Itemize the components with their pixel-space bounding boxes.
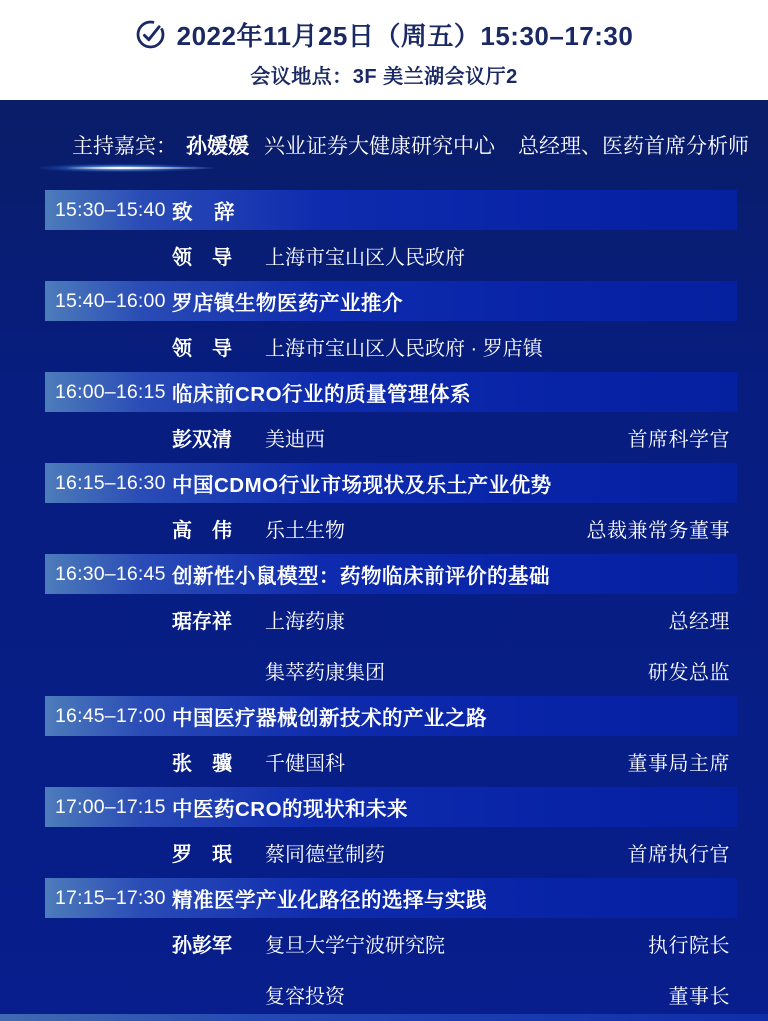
speaker-title: 总裁兼常务董事 [586,520,730,542]
speaker-row [172,969,730,1020]
speaker-row [172,594,730,645]
session-title: 临床前CRO行业的质量管理体系 [172,383,472,406]
speaker-org: 蔡同德堂制药 [265,844,385,866]
speaker-row [172,827,730,878]
agenda-item [0,878,768,1020]
speaker-row [172,645,730,696]
host-org: 兴业证券大健康研究中心 [264,135,495,158]
agenda-list [0,190,768,1020]
speaker-org: 美迪西 [265,429,325,451]
speaker-org: 复容投资 [265,986,345,1008]
session-time-bar [45,878,737,918]
session-title: 精准医学产业化路径的选择与实践 [172,889,487,912]
speaker-name: 领 导 [172,338,232,360]
host-title: 总经理、医药首席分析师 [518,135,749,158]
speaker-title: 董事长 [668,986,730,1008]
session-time-bar [45,372,737,412]
speaker-name: 罗 珉 [172,844,232,866]
session-time-bar [45,787,737,827]
session-title: 中国医疗器械创新技术的产业之路 [172,707,487,730]
speaker-org: 上海市宝山区人民政府 [265,247,465,269]
speaker-name: 领 导 [172,247,232,269]
speaker-org: 上海药康 [265,611,345,633]
speaker-org: 复旦大学宁波研究院 [265,935,445,957]
event-date: 2022年11月25日（周五）15:30–17:30 [176,20,634,51]
speaker-name: 孙彭军 [172,935,232,957]
speaker-org: 集萃药康集团 [265,662,385,684]
session-time-bar [45,696,737,736]
session-time: 16:30–16:45 [55,562,166,585]
session-time: 17:15–17:30 [55,886,166,909]
speaker-row [172,321,730,372]
session-time: 15:40–16:00 [55,289,166,312]
speaker-title: 总经理 [668,611,730,633]
session-time: 17:00–17:15 [55,795,166,818]
speaker-org: 乐土生物 [265,520,345,542]
speaker-title: 首席科学官 [627,429,730,451]
speaker-name: 琚存祥 [172,611,232,633]
host-label: 主持嘉宾： [72,135,177,158]
glow-streak-decoration [40,162,265,174]
clock-check-icon [135,19,166,50]
session-time: 16:45–17:00 [55,704,166,727]
agenda-body [0,100,768,1021]
speaker-row [172,736,730,787]
agenda-item [0,463,768,554]
footer-strip-decoration [0,1014,768,1021]
speaker-row [172,412,730,463]
agenda-item [0,190,768,281]
host-name: 孙媛媛 [186,135,249,158]
speaker-org: 上海市宝山区人民政府 · 罗店镇 [265,338,543,360]
session-time-bar [45,463,737,503]
speaker-name: 高 伟 [172,520,232,542]
agenda-item [0,372,768,463]
speaker-title: 研发总监 [648,662,730,684]
session-time-bar [45,554,737,594]
session-time: 16:15–16:30 [55,471,166,494]
session-time-bar [45,281,737,321]
agenda-item [0,787,768,878]
agenda-item [0,281,768,372]
date-row [135,16,634,53]
speaker-name: 张 骥 [172,753,232,775]
session-title: 创新性小鼠模型：药物临床前评价的基础 [172,565,550,588]
speaker-name: 彭双清 [172,429,232,451]
speaker-row [172,503,730,554]
agenda-item [0,696,768,787]
speaker-title: 首席执行官 [627,844,730,866]
speaker-org: 千健国科 [265,753,345,775]
session-time: 15:30–15:40 [55,198,166,221]
session-title: 中医药CRO的现状和未来 [172,798,409,821]
session-time: 16:00–16:15 [55,380,166,403]
host-row [0,100,768,190]
session-title: 罗店镇生物医药产业推介 [172,292,403,315]
speaker-title: 董事局主席 [627,753,730,775]
event-header [0,0,768,100]
speaker-row [172,230,730,281]
agenda-item [0,554,768,696]
session-title: 中国CDMO行业市场现状及乐土产业优势 [172,474,552,497]
session-title: 致 辞 [172,201,235,224]
speaker-row [172,918,730,969]
event-location: 会议地点：3F 美兰湖会议厅2 [250,65,518,88]
speaker-title: 执行院长 [648,935,730,957]
session-time-bar [45,190,737,230]
